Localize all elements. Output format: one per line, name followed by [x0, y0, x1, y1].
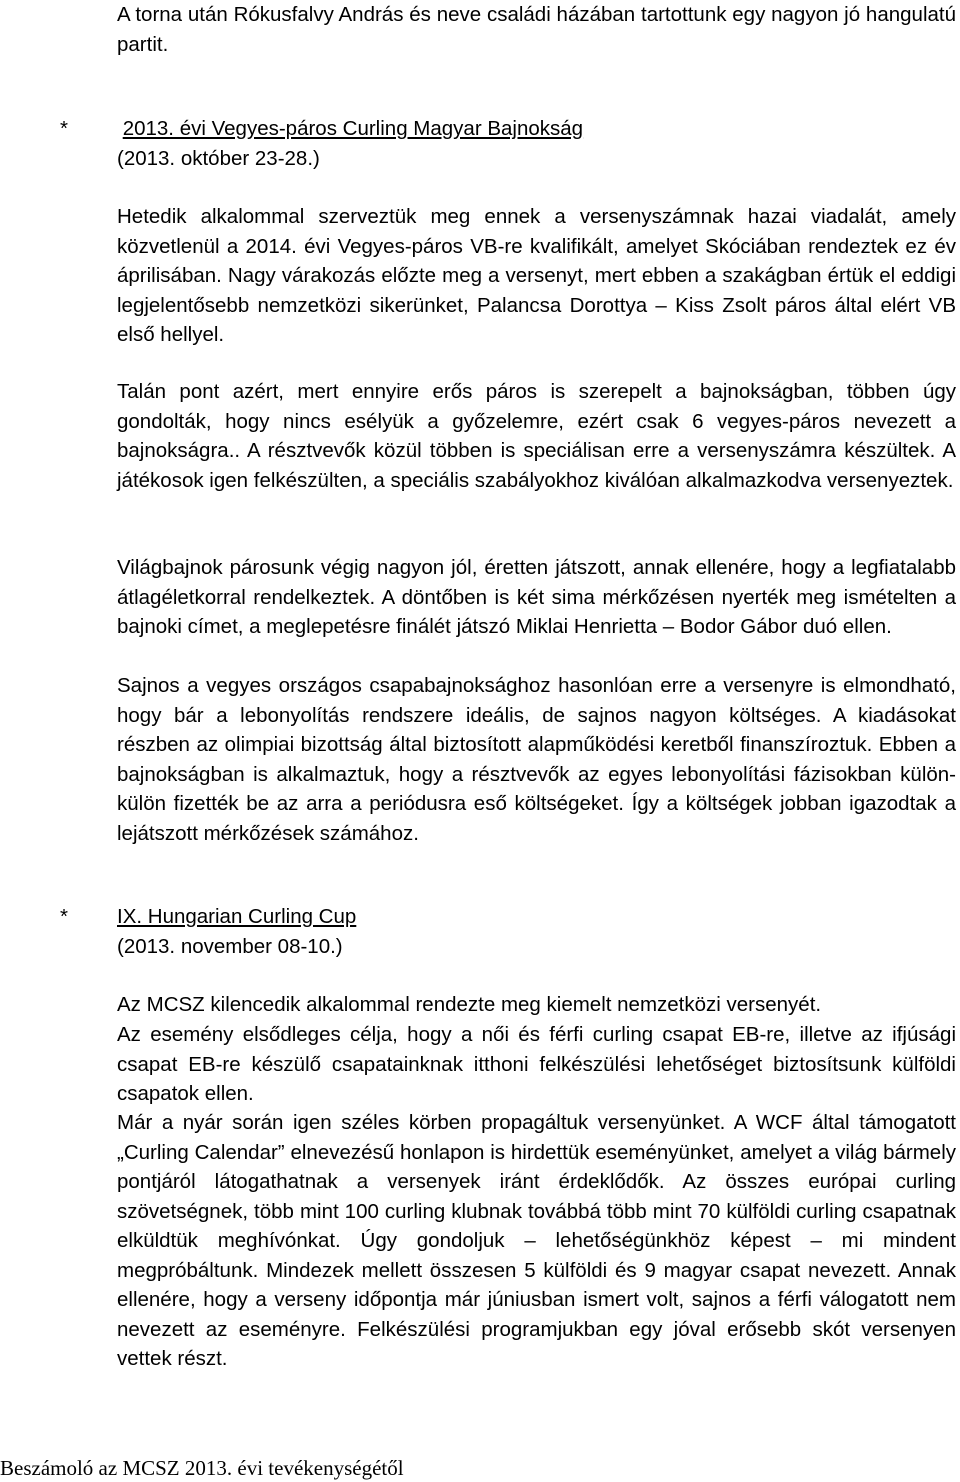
section1-bullet: * — [60, 117, 68, 140]
intro-paragraph: A torna után Rókusfalvy András és neve családi házában tartottunk egy nagyon jó hangulatú partit. — [117, 3, 956, 56]
section2-paragraph-3: Már a nyár során igen széles körben propagáltuk versenyünket. A WCF által támogatott „Curling Calendar” elnevezésű honlapon is hirdettük eseményünket, amelyet a világ bármely pontjáról látogathatnak a versenyek iránt érdeklődők. Az összes európai curling szövetségnek, több mint 100 curling klubnak továbbá több mint 70 külföldi curling csapatnak elküldtük meghívónkat. Úgy gondoljuk – lehetőségünkhöz képest – mi mindent megpróbáltunk. Mindezek mellett összesen 5 külföldi és 9 magyar csapat nevezett. Annak ellenére, hogy a verseny időpontja már júniusban ismert volt, sajnos a férfi válogatott nem nevezett az eseményre. Felkészülési programjukban egy jóval erősebb skót versenyen vettek részt. — [117, 1111, 956, 1370]
section1-paragraph-3: Világbajnok párosunk végig nagyon jól, éretten játszott, annak ellenére, hogy a legfiatalabb átlagéletkorral rendelkeztek. A döntőben is két sima mérkőzésen nyerték meg ismételten a bajnoki címet, a meglepetésre finálét játszó Miklai Henrietta – Bodor Gábor duó ellen. — [117, 556, 956, 638]
section2-dates: (2013. november 08-10.) — [117, 934, 343, 958]
section2-paragraph-2: Az esemény elsődleges célja, hogy a női és férfi curling csapat EB-re, illetve az ifjúsági csapat EB-re készülő csapatainknak itthoni felkészülési lehetőséget biztosítsunk külföldi csapatok ellen. — [117, 1023, 956, 1105]
section2-title-block — [117, 902, 356, 961]
section1-title: 2013. évi Vegyes-páros Curling Magyar Bajnokság — [122, 117, 584, 140]
section2-title: IX. Hungarian Curling Cup — [117, 905, 357, 928]
section2-paragraph-1: Az MCSZ kilencedik alkalommal rendezte meg kiemelt nemzetközi versenyét. — [117, 993, 822, 1016]
section1-paragraph-1: Hetedik alkalommal szerveztük meg ennek a versenyszámnak hazai viadalát, amely közvetlenül a 2014. évi Vegyes-páros VB-re kvalifikált, amelyet Skóciában rendeztek ez év áprilisában. Nagy várakozás előzte meg a versenyt, mert ebben a szakágban értük el eddigi legjelentősebb nemzetközi sikerünket, Palancsa Dorottya – Kiss Zsolt páros által elért VB első hellyel. — [117, 205, 956, 346]
section2-bullet: * — [60, 905, 68, 928]
section1-paragraph-2: Talán pont azért, mert ennyire erős páros is szerepelt a bajnokságban, többen úgy gondolták, hogy nincs esélyük a győzelemre, ezért csak 6 vegyes-páros nevezett a bajnokságra.. A résztvevők közül többen is speciálisan erre a versenyszámra készültek. A játékosok igen felkészülten, a speciális szabályokhoz kiválóan alkalmazkodva versenyeztek. — [117, 380, 956, 492]
section1-title-block — [117, 114, 583, 173]
section1-paragraph-4: Sajnos a vegyes országos csapabajnoksághoz hasonlóan erre a versenyre is elmondható, hogy bár a lebonyolítás rendszere ideális, de sajnos nagyon költséges. A kiadásokat részben az olimpiai bizottság által biztosított alapműködési keretből finanszíroztuk. Ebben a bajnokságban is alkalmaztuk, hogy a résztvevők az egyes lebonyolítási fázisokban külön-külön fizették be az arra a periódusra eső költségeket. Így a költségek jobban igazodtak a lejátszott mérkőzések számához. — [117, 674, 956, 845]
section1-dates: (2013. október 23-28.) — [117, 146, 320, 170]
page-footer: Beszámoló az MCSZ 2013. évi tevékenységétől — [0, 1456, 404, 1480]
